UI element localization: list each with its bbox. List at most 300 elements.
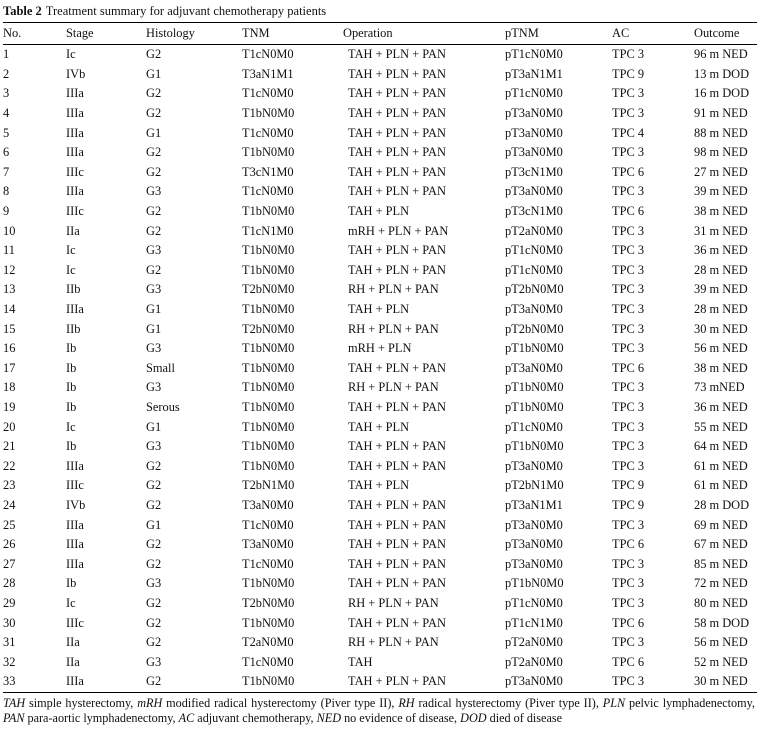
cell-ac: TPC 3 xyxy=(612,106,645,121)
cell-operation: TAH + PLN + PAN xyxy=(348,47,446,62)
cell-stage: Ic xyxy=(66,243,76,258)
cell-ptnm: pT3aN1M1 xyxy=(505,66,563,81)
cell-stage: IIIa xyxy=(66,125,84,140)
cell-histology: G2 xyxy=(146,537,162,552)
table-row xyxy=(3,123,757,143)
cell-ptnm: pT3aN0M0 xyxy=(505,556,563,571)
cell-ac: TPC 3 xyxy=(612,47,645,62)
table-caption xyxy=(3,0,759,22)
cell-histology: G2 xyxy=(146,615,162,630)
cell-outcome: 31 m NED xyxy=(694,223,748,238)
cell-ptnm: pT3aN0M0 xyxy=(505,184,563,199)
cell-ptnm: pT1bN0M0 xyxy=(505,341,564,356)
footnote-definition: simple hysterectomy, xyxy=(25,695,138,710)
cell-ptnm: pT3aN0M0 xyxy=(505,125,563,140)
cell-operation: TAH + PLN + PAN xyxy=(348,399,446,414)
table-row xyxy=(3,515,757,535)
cell-stage: IIIc xyxy=(66,478,84,493)
cell-ptnm: pT2aN0M0 xyxy=(505,654,563,669)
table-row xyxy=(3,84,757,104)
cell-tnm: T2bN0M0 xyxy=(242,321,295,336)
table-row xyxy=(3,319,757,339)
cell-stage: IIIa xyxy=(66,145,84,160)
cell-ptnm: pT2bN1M0 xyxy=(505,478,564,493)
table-label: Table 2 xyxy=(3,4,42,18)
cell-operation: TAH + PLN + PAN xyxy=(348,106,446,121)
cell-stage: IIIa xyxy=(66,86,84,101)
cell-ptnm: pT1cN0M0 xyxy=(505,86,563,101)
cell-ac: TPC 4 xyxy=(612,125,645,140)
cell-operation: RH + PLN + PAN xyxy=(348,321,439,336)
table-row xyxy=(3,633,757,653)
cell-histology: G2 xyxy=(146,145,162,160)
cell-histology: G2 xyxy=(146,556,162,571)
cell-stage: Ic xyxy=(66,419,76,434)
cell-operation: TAH + PLN + PAN xyxy=(348,86,446,101)
cell-histology: G3 xyxy=(146,282,162,297)
cell-tnm: T1bN0M0 xyxy=(242,360,295,375)
cell-no: 22 xyxy=(3,458,16,473)
cell-tnm: T1cN0M0 xyxy=(242,517,294,532)
cell-ac: TPC 3 xyxy=(612,184,645,199)
cell-stage: Ib xyxy=(66,399,77,414)
cell-ac: TPC 9 xyxy=(612,478,645,493)
cell-stage: Ib xyxy=(66,439,77,454)
cell-histology: G1 xyxy=(146,419,162,434)
cell-ac: TPC 6 xyxy=(612,537,645,552)
cell-no: 29 xyxy=(3,595,16,610)
cell-outcome: 61 m NED xyxy=(694,478,748,493)
footnote-definition: radical hysterectomy (Piver type II), xyxy=(414,695,603,710)
cell-operation: TAH + PLN + PAN xyxy=(348,497,446,512)
cell-outcome: 69 m NED xyxy=(694,517,748,532)
cell-ac: TPC 3 xyxy=(612,86,645,101)
table-row xyxy=(3,163,757,183)
cell-histology: G3 xyxy=(146,243,162,258)
cell-stage: IIIa xyxy=(66,184,84,199)
cell-ac: TPC 3 xyxy=(612,458,645,473)
cell-outcome: 55 m NED xyxy=(694,419,748,434)
cell-ptnm: pT1cN0M0 xyxy=(505,47,563,62)
cell-operation: TAH + PLN + PAN xyxy=(348,184,446,199)
cell-histology: G3 xyxy=(146,184,162,199)
cell-no: 13 xyxy=(3,282,16,297)
cell-stage: IVb xyxy=(66,497,86,512)
cell-no: 26 xyxy=(3,537,16,552)
cell-outcome: 91 m NED xyxy=(694,106,748,121)
cell-outcome: 58 m DOD xyxy=(694,615,750,630)
cell-no: 17 xyxy=(3,360,16,375)
cell-histology: G2 xyxy=(146,223,162,238)
footnote-abbreviation: DOD xyxy=(460,710,487,725)
cell-tnm: T3cN1M0 xyxy=(242,164,294,179)
cell-outcome: 28 m DOD xyxy=(694,497,750,512)
cell-histology: G2 xyxy=(146,204,162,219)
cell-no: 5 xyxy=(3,125,10,140)
cell-tnm: T1bN0M0 xyxy=(242,243,295,258)
cell-no: 3 xyxy=(3,86,10,101)
cell-tnm: T3aN0M0 xyxy=(242,537,294,552)
cell-outcome: 67 m NED xyxy=(694,537,748,552)
cell-ptnm: pT3aN0M0 xyxy=(505,302,563,317)
cell-stage: Ib xyxy=(66,576,77,591)
footnote-definition: died of disease xyxy=(486,710,563,725)
table-row xyxy=(3,104,757,124)
cell-outcome: 61 m NED xyxy=(694,458,748,473)
cell-ac: TPC 6 xyxy=(612,654,645,669)
cell-no: 33 xyxy=(3,672,66,692)
table-row xyxy=(3,456,757,476)
cell-operation: TAH + PLN xyxy=(348,419,410,434)
cell-ac: TPC 3 xyxy=(612,302,645,317)
table-row xyxy=(3,359,757,379)
table-row xyxy=(3,613,757,633)
cell-operation: TAH + PLN + PAN xyxy=(348,615,446,630)
cell-stage: IVb xyxy=(66,66,86,81)
table-row xyxy=(3,221,757,241)
col-header-ac: AC xyxy=(612,23,694,45)
footnote-definition: pelvic lymphadenectomy, xyxy=(625,695,755,710)
cell-operation: TAH + PLN + PAN xyxy=(348,556,446,571)
col-header-no: No. xyxy=(3,23,66,45)
document-page xyxy=(3,0,759,726)
table-row xyxy=(3,241,757,261)
table-row xyxy=(3,496,757,516)
table-row xyxy=(3,417,757,437)
cell-ptnm: pT1cN0M0 xyxy=(505,243,563,258)
footnote-abbreviation: RH xyxy=(398,695,415,710)
cell-ptnm: pT2aN0M0 xyxy=(505,223,563,238)
cell-tnm: T2aN0M0 xyxy=(242,635,294,650)
cell-outcome: 85 m NED xyxy=(694,556,748,571)
cell-ac: TPC 9 xyxy=(612,66,645,81)
cell-ac: TPC 3 xyxy=(612,556,645,571)
cell-ac: TPC 3 xyxy=(612,321,645,336)
cell-operation: TAH + PLN + PAN xyxy=(348,145,446,160)
cell-ptnm: pT3cN1M0 xyxy=(505,204,563,219)
cell-no: 19 xyxy=(3,399,16,414)
cell-stage: IIIa xyxy=(66,517,84,532)
cell-histology: Small xyxy=(146,360,175,375)
table-row xyxy=(3,437,757,457)
cell-stage: IIIc xyxy=(66,164,84,179)
cell-ac: TPC 6 xyxy=(612,164,645,179)
cell-outcome: 80 m NED xyxy=(694,595,748,610)
cell-histology: G3 xyxy=(146,439,162,454)
col-header-ptnm: pTNM xyxy=(505,23,612,45)
cell-histology: G1 xyxy=(146,517,162,532)
table-row xyxy=(3,143,757,163)
cell-stage: Ic xyxy=(66,262,76,277)
cell-no: 21 xyxy=(3,439,16,454)
table-body xyxy=(3,45,757,693)
cell-histology: G1 xyxy=(146,66,162,81)
cell-histology: G3 xyxy=(146,380,162,395)
cell-ac: TPC 3 xyxy=(612,595,645,610)
cell-tnm: T2bN1M0 xyxy=(242,478,295,493)
cell-ptnm: pT2bN0M0 xyxy=(505,321,564,336)
cell-outcome: 36 m NED xyxy=(694,243,748,258)
cell-ac: TPC 3 xyxy=(612,145,645,160)
table-row xyxy=(3,554,757,574)
cell-no: 2 xyxy=(3,66,10,81)
cell-operation: TAH + PLN + PAN xyxy=(343,672,505,692)
cell-no: 11 xyxy=(3,243,15,258)
cell-ptnm: pT2aN0M0 xyxy=(505,635,563,650)
table-title: Treatment summary for adjuvant chemotherapy patients xyxy=(45,4,327,18)
cell-ptnm: pT2bN0M0 xyxy=(505,282,564,297)
cell-no: 8 xyxy=(3,184,10,199)
cell-outcome: 36 m NED xyxy=(694,399,748,414)
cell-no: 23 xyxy=(3,478,16,493)
table-footnote xyxy=(3,696,755,726)
cell-stage: IIIa xyxy=(66,458,84,473)
table-row xyxy=(3,594,757,614)
cell-stage: IIa xyxy=(66,654,80,669)
cell-no: 10 xyxy=(3,223,16,238)
cell-ptnm: pT3aN1M1 xyxy=(505,497,563,512)
cell-histology: G1 xyxy=(146,321,162,336)
cell-operation: TAH + PLN xyxy=(348,302,410,317)
cell-tnm: T1cN0M0 xyxy=(242,184,294,199)
cell-histology: G3 xyxy=(146,576,162,591)
cell-stage: Ib xyxy=(66,380,77,395)
cell-stage: IIIa xyxy=(66,672,146,692)
cell-operation: TAH + PLN + PAN xyxy=(348,243,446,258)
cell-operation: TAH + PLN + PAN xyxy=(348,66,446,81)
cell-stage: IIb xyxy=(66,321,81,336)
cell-outcome: 30 m NED xyxy=(694,321,748,336)
cell-tnm: T1bN0M0 xyxy=(242,439,295,454)
cell-tnm: T1bN0M0 xyxy=(242,341,295,356)
cell-histology: G2 xyxy=(146,595,162,610)
cell-operation: TAH + PLN + PAN xyxy=(348,576,446,591)
cell-outcome: 73 mNED xyxy=(694,380,745,395)
cell-no: 6 xyxy=(3,145,10,160)
cell-histology: G3 xyxy=(146,341,162,356)
cell-histology: G2 xyxy=(146,635,162,650)
cell-ac: TPC 3 xyxy=(612,223,645,238)
cell-ac: TPC 3 xyxy=(612,341,645,356)
cell-stage: IIIa xyxy=(66,556,84,571)
cell-histology: G1 xyxy=(146,302,162,317)
footnote-definition: adjuvant chemotherapy, xyxy=(194,710,317,725)
cell-histology: G2 xyxy=(146,458,162,473)
cell-operation: TAH + PLN + PAN xyxy=(348,458,446,473)
cell-outcome: 56 m NED xyxy=(694,635,748,650)
cell-histology: G2 xyxy=(146,86,162,101)
col-header-tnm: TNM xyxy=(242,23,343,45)
cell-tnm: T1cN0M0 xyxy=(242,86,294,101)
cell-stage: IIIa xyxy=(66,106,84,121)
treatment-table xyxy=(3,22,757,693)
cell-outcome: 96 m NED xyxy=(694,47,748,62)
cell-ac: TPC 3 xyxy=(612,262,645,277)
table-row xyxy=(3,672,757,692)
cell-tnm: T1bN0M0 xyxy=(242,262,295,277)
cell-outcome: 39 m NED xyxy=(694,184,748,199)
cell-operation: TAH + PLN + PAN xyxy=(348,517,446,532)
table-row xyxy=(3,300,757,320)
cell-stage: IIa xyxy=(66,223,80,238)
cell-tnm: T1bN0M0 xyxy=(242,204,295,219)
cell-operation: TAH + PLN + PAN xyxy=(348,439,446,454)
cell-ptnm: pT3cN1M0 xyxy=(505,164,563,179)
cell-histology: G2 xyxy=(146,106,162,121)
cell-no: 25 xyxy=(3,517,16,532)
cell-no: 9 xyxy=(3,204,10,219)
col-header-outcome: Outcome xyxy=(694,23,757,45)
cell-stage: IIIc xyxy=(66,615,84,630)
cell-tnm: T3aN0M0 xyxy=(242,497,294,512)
cell-tnm: T1cN0M0 xyxy=(242,125,294,140)
cell-tnm: T1bN0M0 xyxy=(242,419,295,434)
cell-outcome: 28 m NED xyxy=(694,302,748,317)
table-row xyxy=(3,202,757,222)
cell-histology: G2 xyxy=(146,497,162,512)
cell-ac: TPC 3 xyxy=(612,399,645,414)
cell-outcome: 72 m NED xyxy=(694,576,748,591)
cell-no: 12 xyxy=(3,262,16,277)
cell-outcome: 39 m NED xyxy=(694,282,748,297)
col-header-operation: Operation xyxy=(343,23,505,45)
table-row xyxy=(3,65,757,85)
cell-operation: mRH + PLN xyxy=(348,341,412,356)
cell-ac: TPC 3 xyxy=(612,517,645,532)
cell-outcome: 27 m NED xyxy=(694,164,748,179)
cell-ptnm: pT3aN0M0 xyxy=(505,360,563,375)
cell-tnm: T1bN0M0 xyxy=(242,399,295,414)
cell-operation: mRH + PLN + PAN xyxy=(348,223,449,238)
cell-outcome: 38 m NED xyxy=(694,204,748,219)
cell-no: 31 xyxy=(3,635,16,650)
table-row xyxy=(3,378,757,398)
table-header-row xyxy=(3,23,757,45)
cell-stage: Ib xyxy=(66,341,77,356)
cell-outcome: 16 m DOD xyxy=(694,86,750,101)
footnote-abbreviation: AC xyxy=(178,710,195,725)
cell-ac: TPC 3 xyxy=(612,635,645,650)
cell-histology: G2 xyxy=(146,478,162,493)
cell-no: 20 xyxy=(3,419,16,434)
cell-stage: Ic xyxy=(66,47,76,62)
cell-stage: Ic xyxy=(66,595,76,610)
cell-no: 14 xyxy=(3,302,16,317)
cell-no: 32 xyxy=(3,654,16,669)
cell-ptnm: pT1cN0M0 xyxy=(505,595,563,610)
cell-operation: TAH + PLN + PAN xyxy=(348,262,446,277)
footnote-definition: modified radical hysterectomy (Piver type II), xyxy=(162,695,399,710)
footnote-abbreviation: PLN xyxy=(602,695,626,710)
col-header-stage: Stage xyxy=(66,23,146,45)
cell-histology: Serous xyxy=(146,399,180,414)
cell-ptnm: pT3aN0M0 xyxy=(505,458,563,473)
table-row xyxy=(3,476,757,496)
cell-outcome: 13 m DOD xyxy=(694,66,750,81)
cell-no: 15 xyxy=(3,321,16,336)
footnote-definition: para-aortic lymphadenectomy, xyxy=(24,710,179,725)
cell-operation: TAH + PLN + PAN xyxy=(348,125,446,140)
cell-ptnm: pT1cN1M0 xyxy=(505,615,563,630)
cell-tnm: T3aN1M1 xyxy=(242,66,294,81)
cell-ptnm: pT1cN0M0 xyxy=(505,419,563,434)
cell-histology: G3 xyxy=(146,654,162,669)
cell-tnm: T1bN0M0 xyxy=(242,576,295,591)
cell-tnm: T1cN0M0 xyxy=(242,654,294,669)
cell-ptnm: pT1bN0M0 xyxy=(505,576,564,591)
table-row xyxy=(3,339,757,359)
cell-outcome: 88 m NED xyxy=(694,125,748,140)
cell-ac: TPC 9 xyxy=(612,497,645,512)
cell-tnm: T1bN0M0 xyxy=(242,615,295,630)
cell-ptnm: pT3aN0M0 xyxy=(505,145,563,160)
cell-ptnm: pT3aN0M0 xyxy=(505,537,563,552)
cell-ptnm: pT1bN0M0 xyxy=(505,439,564,454)
cell-histology: G2 xyxy=(146,47,162,62)
cell-ptnm: pT3aN0M0 xyxy=(505,106,563,121)
cell-no: 24 xyxy=(3,497,16,512)
cell-operation: RH + PLN + PAN xyxy=(348,595,439,610)
cell-operation: TAH + PLN xyxy=(348,204,410,219)
cell-tnm: T1bN0M0 xyxy=(242,302,295,317)
cell-ac: TPC 6 xyxy=(612,615,645,630)
cell-ac: TPC 6 xyxy=(612,360,645,375)
cell-stage: Ib xyxy=(66,360,77,375)
cell-operation: RH + PLN + PAN xyxy=(348,282,439,297)
cell-outcome: 30 m NED xyxy=(694,672,757,692)
cell-ac: TPC 3 xyxy=(612,243,645,258)
cell-no: 1 xyxy=(3,47,10,62)
cell-no: 28 xyxy=(3,576,16,591)
cell-ptnm: pT1bN0M0 xyxy=(505,380,564,395)
cell-outcome: 56 m NED xyxy=(694,341,748,356)
table-row xyxy=(3,45,757,65)
cell-no: 18 xyxy=(3,380,16,395)
table-row xyxy=(3,535,757,555)
footnote-abbreviation: mRH xyxy=(137,695,163,710)
cell-tnm: T1bN0M0 xyxy=(242,672,343,692)
footnote-abbreviation: PAN xyxy=(3,710,25,725)
cell-tnm: T2bN0M0 xyxy=(242,595,295,610)
table-row xyxy=(3,574,757,594)
cell-tnm: T1cN0M0 xyxy=(242,556,294,571)
cell-ac: TPC 3 xyxy=(612,672,694,692)
cell-tnm: T2bN0M0 xyxy=(242,282,295,297)
cell-operation: TAH xyxy=(348,654,373,669)
table-row xyxy=(3,182,757,202)
cell-ac: TPC 3 xyxy=(612,282,645,297)
cell-operation: TAH + PLN + PAN xyxy=(348,360,446,375)
cell-operation: RH + PLN + PAN xyxy=(348,380,439,395)
cell-no: 30 xyxy=(3,615,16,630)
footnote-definition: no evidence of disease, xyxy=(341,710,461,725)
cell-outcome: 52 m NED xyxy=(694,654,748,669)
table-row xyxy=(3,398,757,418)
cell-ptnm: pT1cN0M0 xyxy=(505,262,563,277)
cell-stage: IIIa xyxy=(66,302,84,317)
footnote-abbreviation: TAH xyxy=(3,695,26,710)
cell-ac: TPC 3 xyxy=(612,419,645,434)
cell-operation: TAH + PLN xyxy=(348,478,410,493)
cell-histology: G2 xyxy=(146,164,162,179)
cell-histology: G2 xyxy=(146,672,242,692)
cell-stage: IIa xyxy=(66,635,80,650)
cell-ptnm: pT1bN0M0 xyxy=(505,399,564,414)
cell-outcome: 64 m NED xyxy=(694,439,748,454)
cell-ac: TPC 3 xyxy=(612,380,645,395)
cell-no: 4 xyxy=(3,106,10,121)
cell-tnm: T1bN0M0 xyxy=(242,458,295,473)
